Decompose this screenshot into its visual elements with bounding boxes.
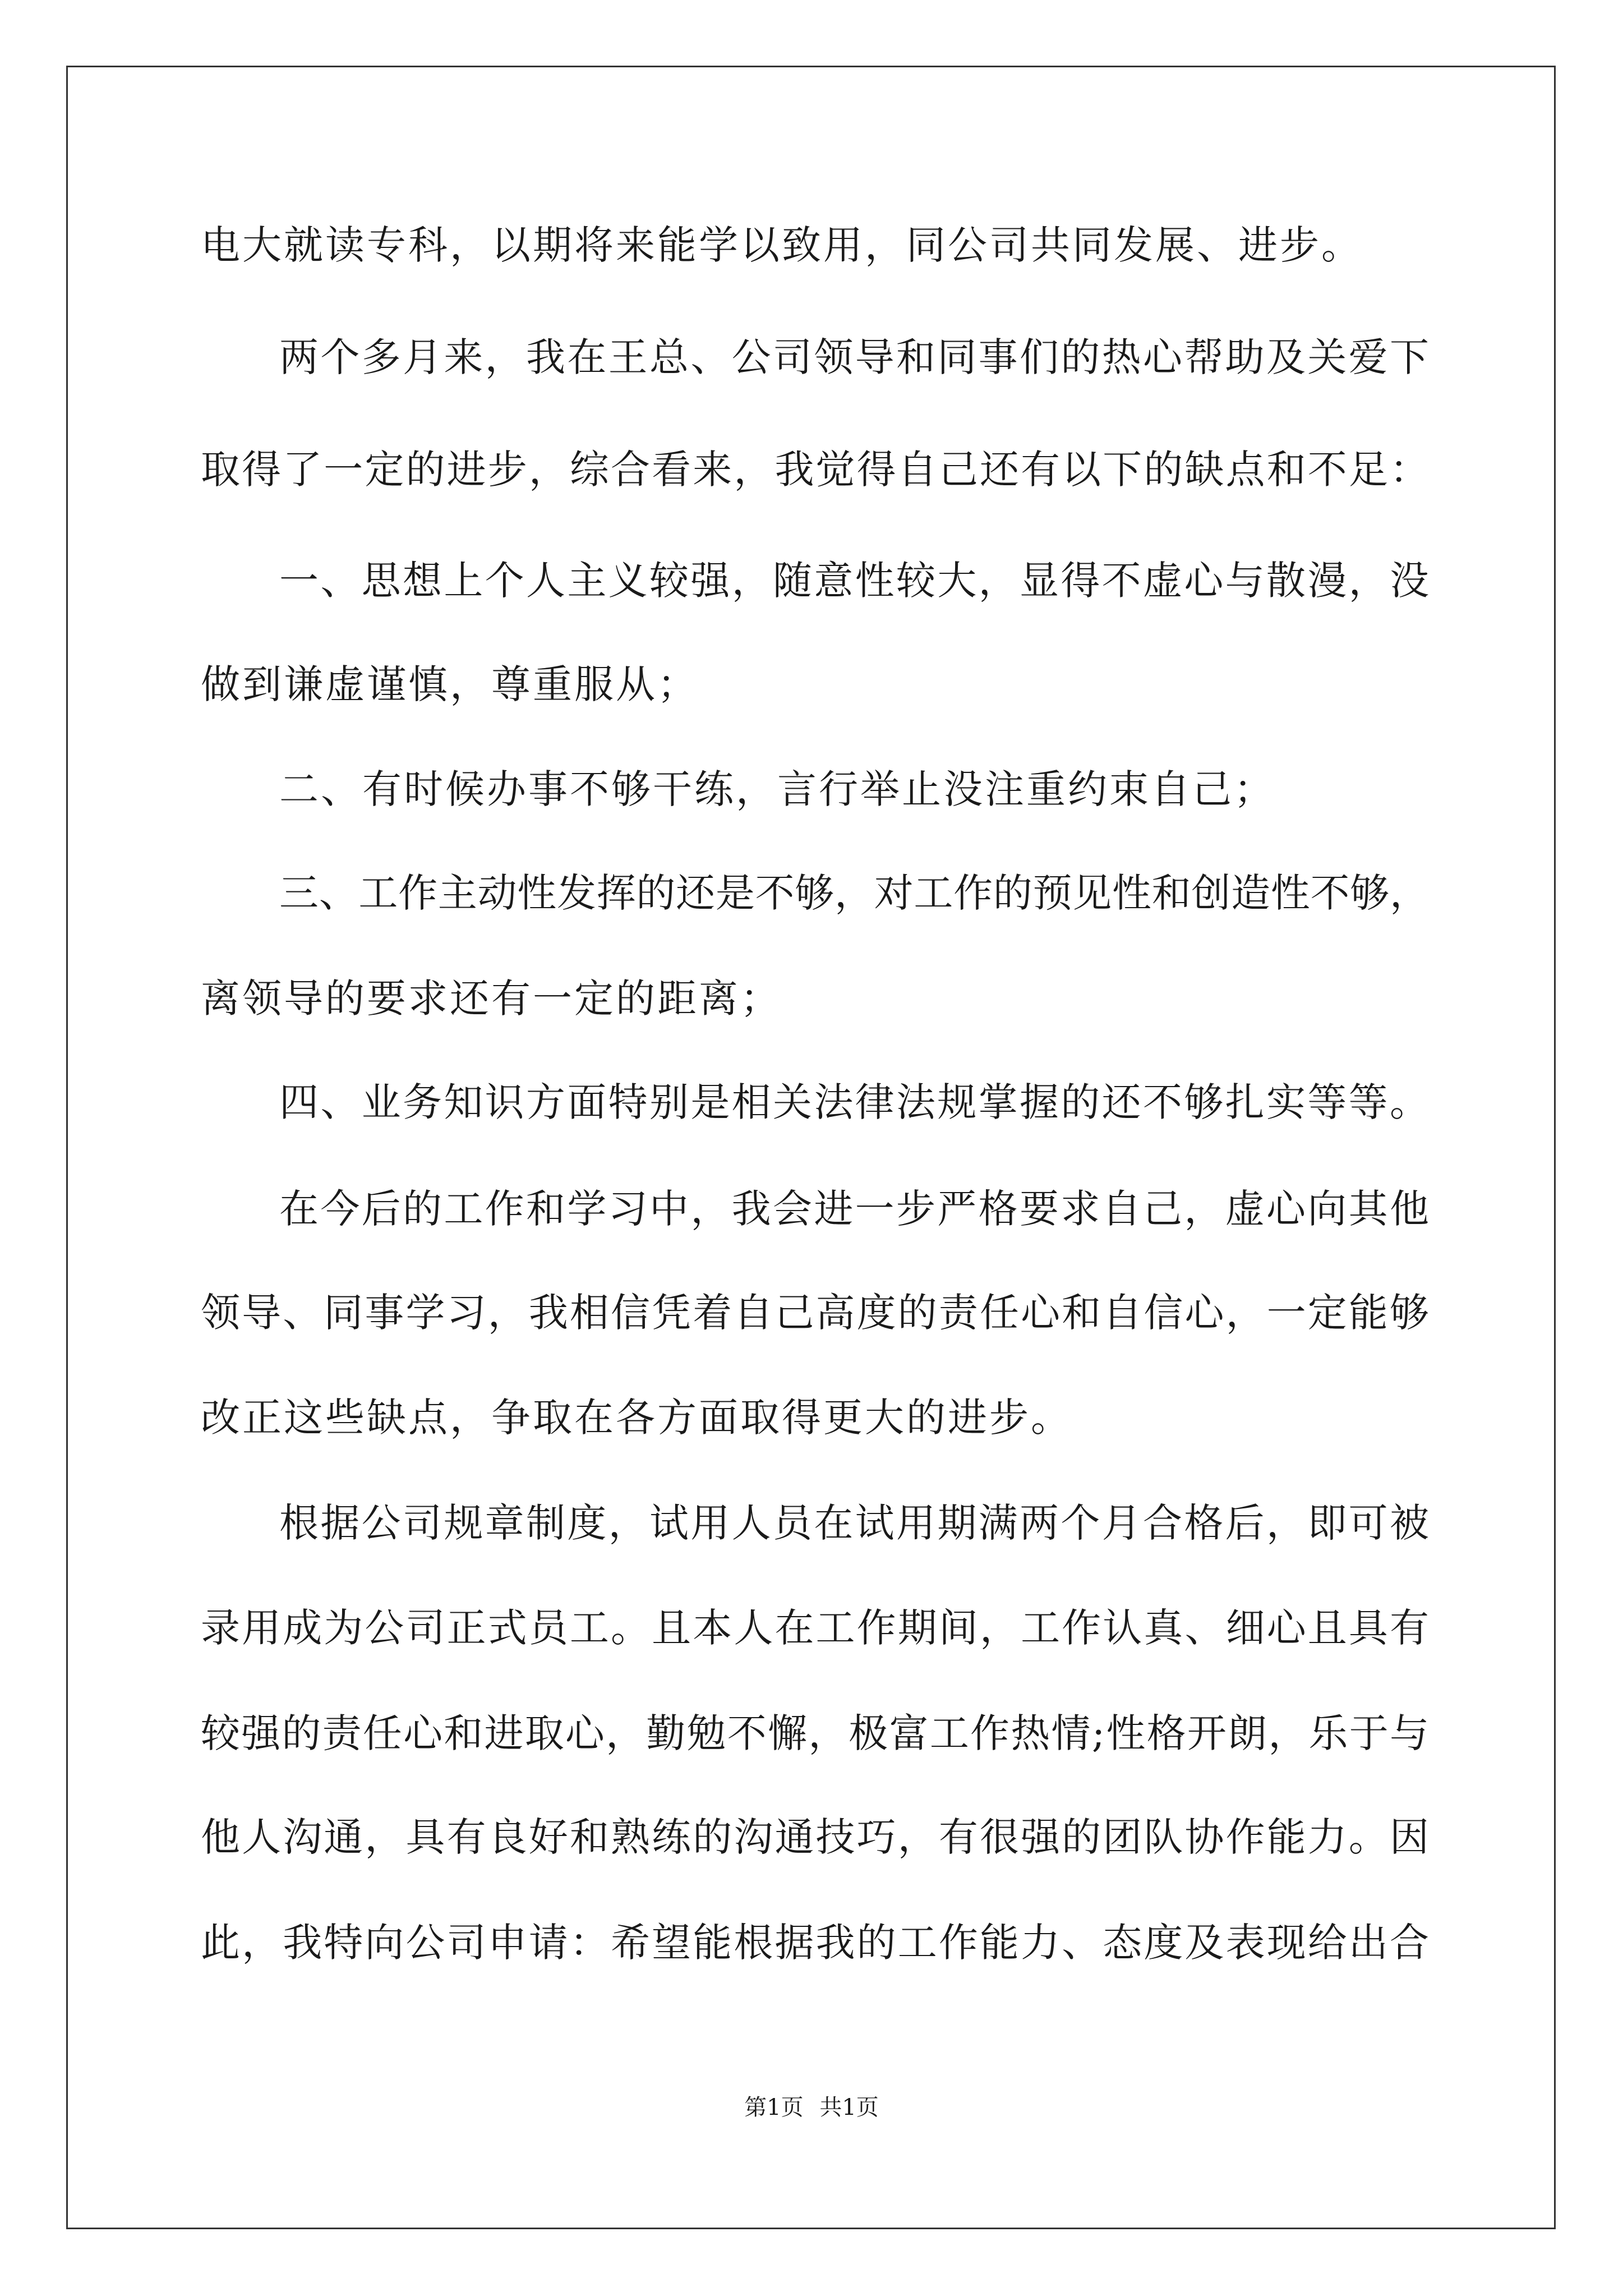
text-line: 根据公司规章制度，试用人员在试用期满两个月合格后，即可被 <box>279 1500 1429 1546</box>
text-line: 此，我特向公司申请：希望能根据我的工作能力、态度及表现给出合 <box>201 1920 1429 1966</box>
text-line: 两个多月来，我在王总、公司领导和同事们的热心帮助及关爱下 <box>279 334 1429 380</box>
page-footer <box>0 2093 1623 2122</box>
text-line: 领导、同事学习，我相信凭着自己高度的责任心和自信心，一定能够 <box>201 1290 1429 1336</box>
text-line: 离领导的要求还有一定的距离； <box>201 976 782 1022</box>
text-line: 四、业务知识方面特别是相关法律法规掌握的还不够扎实等等。 <box>279 1079 1429 1125</box>
text-line: 二、有时候办事不够干练，言行举止没注重约束自己； <box>279 766 1275 812</box>
text-line: 改正这些缺点，争取在各方面取得更大的进步。 <box>201 1395 1072 1441</box>
page-number: 第1页 <box>744 2095 804 2120</box>
text-line: 录用成为公司正式员工。且本人在工作期间，工作认真、细心且具有 <box>201 1605 1429 1651</box>
text-line: 做到谦虚谨慎，尊重服从； <box>201 661 699 707</box>
text-line: 较强的责任心和进取心，勤勉不懈，极富工作热情;性格开朗，乐于与 <box>201 1710 1429 1756</box>
text-line: 取得了一定的进步，综合看来，我觉得自己还有以下的缺点和不足： <box>201 447 1429 493</box>
text-line: 电大就读专科，以期将来能学以致用，同公司共同发展、进步。 <box>201 222 1363 268</box>
text-line: 在今后的工作和学习中，我会进一步严格要求自己，虚心向其他 <box>279 1186 1429 1232</box>
total-pages: 共1页 <box>819 2095 879 2120</box>
text-line: 一、思想上个人主义较强，随意性较大，显得不虚心与散漫，没 <box>279 558 1429 604</box>
text-line: 三、工作主动性发挥的还是不够，对工作的预见性和创造性不够， <box>279 870 1429 916</box>
page-border <box>66 66 1556 2229</box>
text-line: 他人沟通，具有良好和熟练的沟通技巧，有很强的团队协作能力。因 <box>201 1814 1429 1860</box>
